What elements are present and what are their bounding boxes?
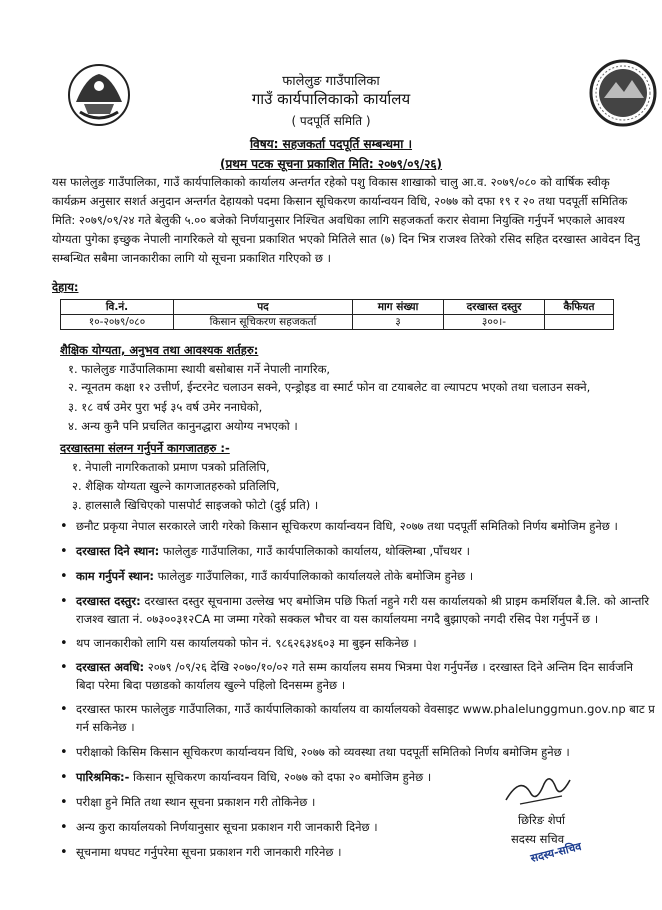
qualification-item: ३. १८ वर्ष उमेर पुरा भई ३५ वर्ष उमेर ननाघेको, bbox=[68, 400, 263, 414]
table-cell: ३००।- bbox=[444, 315, 545, 330]
bullet-item: काम गर्नुपर्ने स्थान: फालेलुङ गाउँपालिका, गाउँ कार्यपालिकाको कार्यालयले तोके बमोजिम हुनेछ । bbox=[76, 569, 474, 583]
official-stamp: सदस्य-सचिव bbox=[529, 839, 583, 866]
bullet-icon: • bbox=[60, 795, 68, 810]
bullet-item: दरखास्त अवधि: २०७९ /०९/२६ देखि २०७०/१०/०२ गते सम्म कार्यालय समय भित्रमा पेश गर्नुपर्नेछ । दरखास्त दिने अन्तिम दिन सार्वजनि bbox=[76, 660, 633, 674]
table-cell: किसान सूचिकरण सहजकर्ता bbox=[174, 315, 353, 330]
intro-line: यस फालेलुङ गाउँपालिका, गाउँ कार्यपालिकाको कार्यालय अन्तर्गत रहेको पशु विकास शाखाको चालु आ.व. २०७९/०८० को वार्षिक स्वीकृ bbox=[52, 175, 610, 189]
col-header: कैफियत bbox=[545, 300, 614, 315]
position-table bbox=[60, 299, 614, 330]
intro-line: योग्यता पुगेका इच्छुक नेपाली नागरिकले यो सूचना प्रकाशित भएको मितिले सात (७) दिन भित्र राजश्व तिरेको रसिद सहित दरखास्त आवेदन दिनु bbox=[52, 232, 640, 246]
bullet-icon: • bbox=[60, 660, 68, 675]
table-row bbox=[61, 315, 614, 330]
bullet-icon: • bbox=[60, 636, 68, 651]
table-cell: ३ bbox=[353, 315, 444, 330]
table-cell: १०-२०७९/०८० bbox=[61, 315, 174, 330]
qualification-item: १. फालेलुङ गाउँपालिकामा स्थायी बसोबास गर्ने नेपाली नागरिक, bbox=[68, 362, 331, 376]
bullet-item: परीक्षाको किसिम किसान सूचिकरण कार्यान्वयन विधि, २०७७ को व्यवस्था तथा पदपूर्ती समितिको निर्णय बमोजिम हुनेछ । bbox=[76, 745, 570, 759]
bullet-icon: • bbox=[60, 845, 68, 860]
qualification-heading: शैक्षिक योग्यता, अनुभव तथा आवश्यक शर्तहरु: bbox=[60, 343, 259, 357]
bullet-item: दरखास्त दिने स्थान: फालेलुङ गाउँपालिका, गाउँ कार्यपालिकाको कार्यालय, थोक्लिम्बा ,पाँचथर । bbox=[76, 544, 471, 558]
bullet-item: अन्य कुरा कार्यालयको निर्णयानुसार सूचना प्रकाशन गरी जानकारी दिनेछ । bbox=[76, 820, 378, 834]
col-header: माग संख्या bbox=[353, 300, 444, 315]
documents-heading: दरखास्तमा संलग्न गर्नुपर्ने कागजातहरु :- bbox=[60, 441, 230, 455]
first-notice-date: (प्रथम पटक सूचना प्रकाशित मिति: २०७९/०९/२६) bbox=[219, 157, 443, 171]
signatory-name: छिरिङ शेर्पा bbox=[518, 813, 566, 827]
document-item: २. शैक्षिक योग्यता खुल्ने कागजातहरुको प्रतिलिपि, bbox=[72, 479, 280, 493]
table-header-row bbox=[61, 300, 614, 315]
intro-line: मिति: २०७९/०९/२४ गते बेलुकी ५.०० बजेको निर्णयानुसार निश्चित अवधिका लागि सहजकर्ता करार सेवामा नियुक्ति गर्नुपर्ने भएकाले आवश्य bbox=[52, 213, 625, 227]
bullet-item: छनौट प्रकृया नेपाल सरकारले जारी गरेको किसान सूचिकरण कार्यान्वयन विधि, २०७७ तथा पदपूर्ती समितिको निर्णय बमोजिम हुनेछ । bbox=[76, 519, 618, 533]
committee-name: ( पदपूर्ति समिति ) bbox=[291, 114, 371, 128]
subject-line: विषय: सहजकर्ता पदपूर्ति सम्बन्धमा । bbox=[249, 137, 413, 151]
intro-line: कार्यक्रम अनुसार सशर्त अनुदान अन्तर्गत देहायको पदमा किसान सूचिकरण कार्यान्वयन विधि, २०७७ को दफा १९ र २० तथा पदपूर्ती समितिक bbox=[52, 194, 628, 208]
bullet-icon: • bbox=[60, 770, 68, 785]
document-item: १. नेपाली नागरिकताको प्रमाण पत्रको प्रतिलिपि, bbox=[72, 460, 270, 474]
intro-line: सम्बन्धित सबैमा जानकारीका लागि यो सूचना प्रकाशित गरिएको छ । bbox=[52, 251, 331, 265]
bullet-item-continuation: राजश्व खाता नं. ०७३००३१२CA मा जम्मा गरेको सक्कल भौचर वा यस कार्यालयमा नगदै बुझाएको नगदी रसिद पेश गर्नुपर्ने छ । bbox=[76, 612, 599, 626]
dehay-label: देहाय: bbox=[52, 280, 79, 294]
bullet-icon: • bbox=[60, 702, 68, 717]
table-cell bbox=[545, 315, 614, 330]
qualification-item: २. न्यूनतम कक्षा १२ उत्तीर्ण, ईन्टरनेट चलाउन सक्ने, एन्ड्रोइड वा स्मार्ट फोन वा टयाबलेट वा ल्यापटप भएको तथा चलाउन सक्ने, bbox=[68, 380, 591, 394]
bullet-item-continuation: बिदा परेमा बिदा पछाडको कार्यालय खुल्ने पहिलो दिनसम्म हुनेछ । bbox=[76, 678, 346, 692]
bullet-item: सूचनामा थपघट गर्नुपरेमा सूचना प्रकाशन गरी जानकारी गरिनेछ । bbox=[76, 845, 342, 859]
qualification-item: ४. अन्य कुनै पनि प्रचलित कानुनद्धारा अयोग्य नभएको । bbox=[68, 419, 298, 433]
handwritten-signature bbox=[500, 770, 580, 810]
col-header: दरखास्त दस्तुर bbox=[444, 300, 545, 315]
document-item: ३. हालसालै खिचिएको पासपोर्ट साइजको फोटो (दुई प्रति) । bbox=[72, 498, 319, 512]
bullet-icon: • bbox=[60, 569, 68, 584]
bullet-item: दरखास्त फारम फालेलुङ गाउँपालिका, गाउँ कार्यपालिकाको कार्यालय वा कार्यालयको वेवसाइट www.phalelunggmun.gov.np बाट प्र bbox=[76, 702, 655, 716]
bullet-icon: • bbox=[60, 745, 68, 760]
bullet-item: परीक्षा हुने मिति तथा स्थान सूचना प्रकाशन गरी तोकिनेछ । bbox=[76, 795, 316, 809]
bullet-item: थप जानकारीको लागि यस कार्यालयको फोन नं. ९८६२६३४६०३ मा बुझ्न सकिनेछ । bbox=[76, 636, 417, 650]
bullet-item-continuation: गर्न सकिनेछ । bbox=[76, 720, 135, 734]
municipality-name: फालेलुङ गाउँपालिका bbox=[282, 74, 380, 89]
bullet-icon: • bbox=[60, 594, 68, 609]
signatory-title: सदस्य सचिव bbox=[511, 832, 565, 846]
bullet-icon: • bbox=[60, 519, 68, 534]
col-header: वि.नं. bbox=[61, 300, 174, 315]
bullet-item: पारिश्रमिक:- किसान सूचिकरण कार्यान्वयन विधि, २०७७ को दफा २० बमोजिम हुनेछ । bbox=[76, 770, 432, 784]
office-name: गाउँ कार्यपालिकाको कार्यालय bbox=[251, 90, 411, 108]
bullet-icon: • bbox=[60, 820, 68, 835]
col-header: पद bbox=[174, 300, 353, 315]
bullet-icon: • bbox=[60, 544, 68, 559]
bullet-item: दरखास्त दस्तुर: दरखास्त दस्तुर सूचनामा उल्लेख भए बमोजिम पछि फिर्ता नहुने गरी यस कार्यालयको श्री प्राइम कमर्शियल बै.लि. को आन्तरि bbox=[76, 594, 650, 608]
